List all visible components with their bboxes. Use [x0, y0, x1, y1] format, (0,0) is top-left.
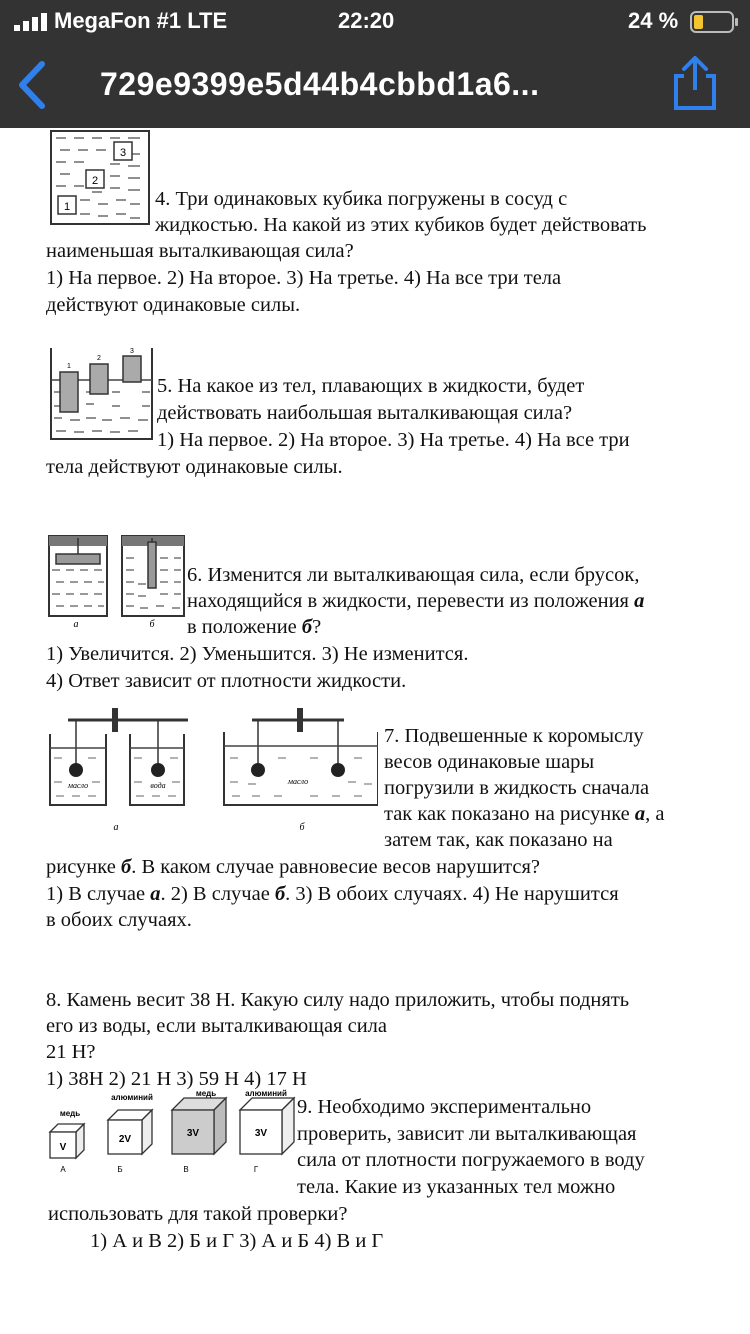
q5-body-label-1: 1: [67, 363, 71, 370]
q7-fig-oil-label-a: масло: [67, 781, 89, 790]
q6-fig-label-a: а: [73, 619, 79, 628]
q4-answers-line1: 1) На первое. 2) На второе. 3) На третье. 4) На все три тела: [46, 267, 562, 289]
q4-line3: наименьшая выталкивающая сила?: [46, 240, 354, 262]
q9-line3: сила от плотности погружаемого в воду: [297, 1149, 645, 1171]
share-icon[interactable]: [670, 56, 720, 117]
q7-answers-line1: 1) В случае а. 2) В случае б. 3) В обоих случаях. 4) Не нарушится: [46, 883, 619, 905]
q6-answers-line1: 1) Увеличится. 2) Уменьшится. 3) Не изменится.: [46, 643, 469, 665]
q5-body-label-2: 2: [97, 355, 101, 362]
q4-answers-line2: действуют одинаковые силы.: [46, 294, 301, 316]
clock: 22:20: [338, 8, 395, 33]
q7-line4: так как показано на рисунке а, а: [384, 803, 665, 825]
q9-cubes-figure: [44, 1088, 300, 1180]
q5-answers-line1: 1) На первое. 2) На второе. 3) На третье. 4) На все три: [157, 429, 630, 451]
q9-cube-g-material: алюминий: [245, 1089, 287, 1098]
q7-fig-label-a: а: [113, 822, 119, 833]
q6-line1: 6. Изменится ли выталкивающая сила, если брусок,: [187, 564, 640, 586]
q8-line2: его из воды, если выталкивающая сила: [46, 1015, 388, 1037]
q7-balance-figure: [48, 704, 378, 834]
q9-cube-v-material: медь: [195, 1089, 217, 1098]
q5-vessel-figure: [50, 346, 154, 442]
q5-line2: действовать наибольшая выталкивающая сила?: [157, 402, 573, 424]
document-title: 729e9399e5d44b4cbbd1a6...: [100, 66, 540, 102]
q8-answers: 1) 38Н 2) 21 Н 3) 59 Н 4) 17 Н: [46, 1068, 307, 1090]
document-page[interactable]: [0, 128, 750, 1334]
q6-fig-label-b: б: [149, 619, 155, 628]
q6-vessel-figure: [48, 532, 188, 628]
q9-cube-b-volume: 2V: [118, 1134, 132, 1145]
nav-bar: [0, 42, 750, 128]
q4-vessel-figure: [50, 130, 150, 226]
q5-answers-line2: тела действуют одинаковые силы.: [46, 456, 343, 478]
q9-cube-a-letter: А: [60, 1165, 66, 1174]
q9-answers: 1) А и В 2) Б и Г 3) А и Б 4) В и Г: [90, 1230, 384, 1252]
q9-cube-g-volume: 3V: [254, 1128, 268, 1139]
q6-line3: в положение б?: [187, 616, 322, 638]
q9-cube-g-letter: Г: [253, 1165, 259, 1174]
q9-line1: 9. Необходимо экспериментально: [297, 1096, 592, 1118]
q4-line1: 4. Три одинаковых кубика погружены в сосуд с: [155, 188, 568, 210]
q5-body-label-3: 3: [130, 348, 134, 355]
q8-line3: 21 Н?: [46, 1041, 96, 1063]
q9-cube-a-volume: V: [59, 1142, 67, 1153]
q6-answers-line2: 4) Ответ зависит от плотности жидкости.: [46, 670, 407, 692]
q4-cube-label-3: 3: [119, 147, 127, 159]
q9-cube-b-material: алюминий: [111, 1093, 153, 1102]
q9-cube-v-letter: В: [183, 1165, 189, 1174]
q7-line3: погрузили в жидкость сначала: [384, 777, 650, 799]
carrier-label: MegaFon #1 LTE: [54, 8, 228, 33]
q7-line1: 7. Подвешенные к коромыслу: [384, 725, 644, 747]
q9-cube-v-volume: 3V: [186, 1128, 200, 1139]
q9-cube-b-letter: Б: [117, 1165, 123, 1174]
q7-answers-line2: в обоих случаях.: [46, 909, 192, 931]
q9-cube-a-material: медь: [59, 1109, 81, 1118]
q5-line1: 5. На какое из тел, плавающих в жидкости, будет: [157, 375, 585, 397]
q7-fig-oil-label-b: масло: [287, 777, 309, 786]
back-chevron-icon[interactable]: [14, 60, 48, 115]
q7-line2: весов одинаковые шары: [384, 751, 595, 773]
q7-line6: рисунке б. В каком случае равновесие весов нарушится?: [46, 856, 540, 878]
q9-line5: использовать для такой проверки?: [48, 1203, 348, 1225]
q7-fig-label-b: б: [299, 822, 305, 833]
q9-line2: проверить, зависит ли выталкивающая: [297, 1123, 637, 1145]
status-bar: [0, 0, 750, 42]
q7-fig-water-label: вода: [150, 781, 166, 790]
q4-cube-label-2: 2: [91, 175, 99, 187]
q4-cube-label-1: 1: [63, 201, 71, 213]
q8-line1: 8. Камень весит 38 Н. Какую силу надо приложить, чтобы поднять: [46, 989, 630, 1011]
q6-line2: находящийся в жидкости, перевести из положения а: [187, 590, 645, 612]
q9-line4: тела. Какие из указанных тел можно: [297, 1176, 616, 1198]
signal-icon: [14, 11, 50, 37]
q4-line2: жидкостью. На какой из этих кубиков будет действовать: [155, 214, 647, 236]
battery-percent: 24 %: [628, 8, 679, 33]
q7-line5: затем так, как показано на: [384, 829, 613, 851]
battery-icon: [690, 11, 740, 39]
